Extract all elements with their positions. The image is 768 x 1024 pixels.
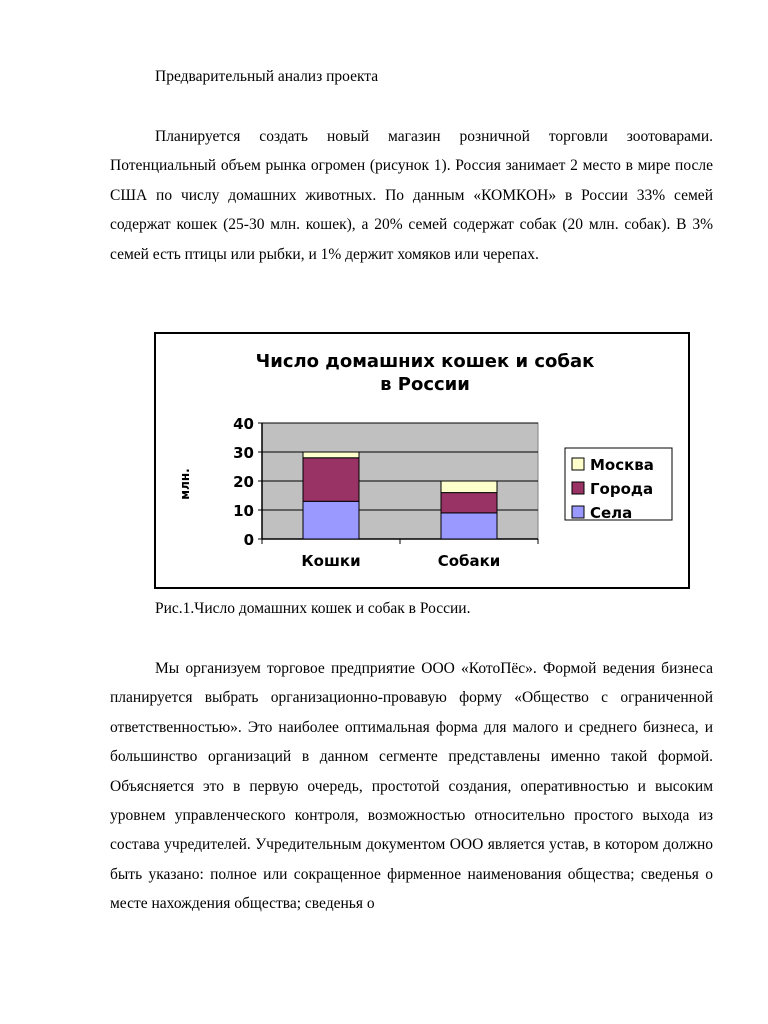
- legend-swatch: [572, 458, 584, 470]
- figure-caption: Рис.1.Число домашних кошек и собак в России.: [155, 600, 471, 617]
- pets-chart: [154, 332, 690, 589]
- bar-segment: [303, 452, 359, 458]
- chart-title-line2: в России: [380, 374, 470, 395]
- y-tick-label: 20: [233, 473, 254, 491]
- legend-swatch: [572, 482, 584, 494]
- chart-title-line1: Число домашних кошек и собак: [255, 351, 595, 372]
- bar-segment: [441, 481, 497, 493]
- bar-segment: [441, 493, 497, 513]
- y-tick-label: 10: [233, 502, 254, 520]
- bar-segment: [441, 513, 497, 539]
- y-tick-label: 30: [233, 444, 254, 462]
- legend-swatch: [572, 506, 584, 518]
- y-axis-label: млн.: [178, 468, 192, 500]
- legend-label: Москва: [590, 456, 654, 474]
- legend-label: Города: [590, 480, 654, 498]
- section-heading: Предварительный анализ проекта: [155, 68, 379, 85]
- bar-segment: [303, 458, 359, 502]
- x-tick-label: Собаки: [437, 552, 501, 570]
- company-paragraph: Мы организуем торговое предприятие ООО «КотоПёс». Формой ведения бизнеса планируется выбрать организационно-провавую форму «Общество с ограниченной ответственностью». Это наиболее оптимальная форма для малого и среднего бизнеса, и большинство организаций в данном сегменте представлены именно такой формой. Объясняется это в первую очередь, простотой создания, оперативностью и высоким уровнем управленческого контроля, возможностью относительно простого выхода из состава учредителей. Учредительным документом ООО является устав, в котором должно быть указано: полное или сокращенное фирменное наименования общества; сведенья о месте нахождения общества; сведенья о: [110, 660, 713, 913]
- y-tick-label: 0: [243, 531, 254, 549]
- intro-paragraph: Планируется создать новый магазин розничной торговли зоотоварами. Потенциальный объем рынка огромен (рисунок 1). Россия занимает 2 место в мире после США по числу домашних животных. По данным «КОМКОН» в России 33% семей содержат кошек (25-30 млн. кошек), а 20% семей содержат собак (20 млн. собак). В 3% семей есть птицы или рыбки, и 1% держит хомяков или черепах.: [110, 128, 713, 263]
- chart-canvas: [156, 334, 688, 587]
- y-tick-label: 40: [233, 415, 254, 433]
- x-tick-label: Кошки: [301, 552, 361, 570]
- bar-segment: [303, 501, 359, 539]
- legend-label: Села: [590, 504, 633, 522]
